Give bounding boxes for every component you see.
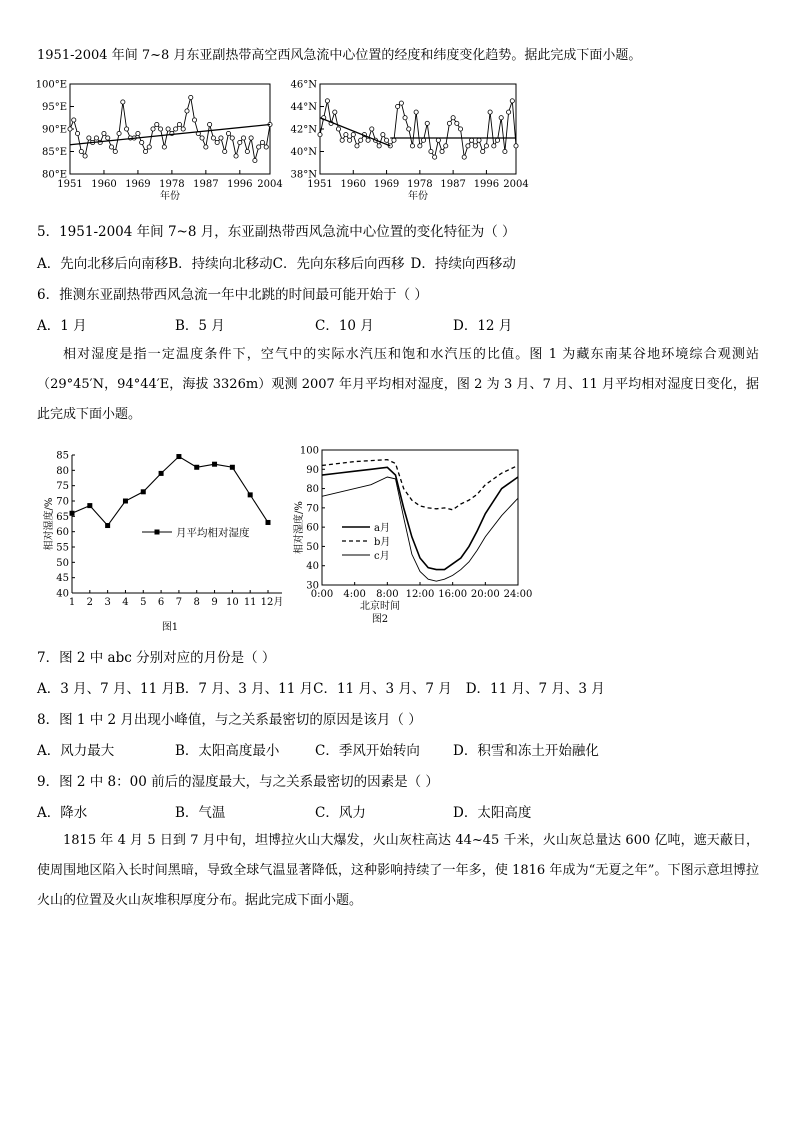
data-point [185, 109, 189, 113]
data-point [223, 149, 227, 153]
y-tick-label: 50 [56, 557, 69, 569]
y-tick-label: 100°E [35, 79, 67, 91]
x-tick-label: 5 [140, 597, 147, 608]
y-tick-label: 75 [56, 481, 69, 493]
data-point [151, 127, 155, 131]
data-point [351, 133, 355, 137]
y-tick-label: 100 [299, 445, 319, 457]
data-point [75, 131, 79, 135]
data-point [113, 149, 117, 153]
x-axis-label: 年份 [408, 191, 428, 202]
data-point [155, 122, 159, 126]
question-8-stem: 8．图 1 中 2 月出现小峰值，与之关系最密切的原因是该月（ ） [37, 712, 422, 728]
data-point [106, 136, 110, 140]
longitude-chart [36, 80, 283, 203]
data-point [68, 127, 72, 131]
x-tick-label: 8:00 [376, 589, 399, 600]
data-point [455, 121, 459, 125]
data-point [377, 144, 381, 148]
data-point [181, 127, 185, 131]
data-point [123, 499, 128, 504]
x-tick-label: 1969 [373, 179, 400, 190]
data-point [230, 136, 234, 140]
q7-option-d[interactable]: D．11 月、7 月、3 月 [465, 681, 605, 697]
y-tick-label: 80°E [41, 169, 67, 181]
y-axis-label: 相对湿度/% [294, 501, 305, 554]
q6-option-b[interactable]: B．5 月 [175, 318, 225, 334]
data-point [425, 121, 429, 125]
data-point [333, 110, 337, 114]
data-point [192, 118, 196, 122]
data-point [166, 127, 170, 131]
data-point [473, 144, 477, 148]
data-point [410, 144, 414, 148]
x-tick-label: 1987 [440, 179, 466, 190]
q5-option-c[interactable]: C．先向东移后向西移 [272, 256, 405, 272]
data-point [325, 99, 329, 103]
data-point [241, 136, 245, 140]
data-point [433, 155, 437, 159]
y-tick-label: 70 [306, 503, 319, 515]
data-point [234, 154, 238, 158]
y-tick-label: 45 [56, 573, 69, 585]
data-point [436, 138, 440, 142]
data-point [370, 127, 374, 131]
data-point [510, 99, 514, 103]
data-point [102, 131, 106, 135]
x-tick-label: 12月 [260, 597, 284, 608]
data-point [495, 138, 499, 142]
data-point [440, 149, 444, 153]
y-tick-label: 38°N [290, 169, 317, 181]
data-point [384, 138, 388, 142]
data-point [194, 465, 199, 470]
data-point [87, 503, 92, 508]
x-tick-label: 2004 [257, 179, 283, 190]
question-5-options [37, 255, 516, 273]
data-point [266, 520, 271, 525]
data-point [204, 145, 208, 149]
intro-text-1: 1951-2004 年间 7~8 月东亚副热带高空西风急流中心位置的经度和纬度变化趋势。据此完成下面小题。 [37, 48, 642, 63]
data-point [141, 489, 146, 494]
x-tick-label: 7 [175, 597, 183, 608]
data-point [260, 140, 264, 144]
q8-option-b[interactable]: B．太阳高度最小 [175, 743, 280, 759]
y-tick-label: 40 [306, 561, 319, 573]
y-tick-label: 50 [306, 541, 319, 553]
data-point [451, 116, 455, 120]
intro-text-3: 1815 年 4 月 5 日到 7 月中旬，坦博拉火山大爆发，火山灰柱高达 44~45 千米，火山灰总量达 600 亿吨，遮天蔽日，使周围地区陷入长时间黑暗，导致全球气温显著降低，这种影响持续了一年多，使 1816 年成为“无夏之年”。下图示意坦博拉火山的位置及火山灰堆积厚度分布。据此完成下面小题。 [37, 833, 759, 908]
data-point [136, 131, 140, 135]
x-tick-label: 8 [193, 597, 200, 608]
y-tick-label: 90 [306, 464, 319, 476]
legend-marker [155, 530, 160, 535]
data-point [249, 136, 253, 140]
data-point [318, 133, 322, 137]
humidity-charts [40, 440, 540, 640]
question-9-stem: 9．图 2 中 8：00 前后的湿度最大，与之关系最密切的因素是（ ） [37, 774, 439, 790]
data-point [70, 511, 75, 516]
data-point [340, 138, 344, 142]
data-point [253, 158, 257, 162]
y-tick-label: 80 [56, 465, 69, 477]
x-tick-label: 2004 [503, 179, 529, 190]
data-point [211, 136, 215, 140]
q5-option-d[interactable]: D．持续向西移动 [410, 256, 516, 272]
data-point [488, 110, 492, 114]
data-point [162, 145, 166, 149]
y-tick-label: 40 [56, 588, 69, 600]
x-tick-label: 1 [68, 597, 76, 608]
series-line [72, 457, 268, 526]
x-tick-label: 1960 [340, 179, 367, 190]
q9-option-c[interactable]: C．风力 [315, 805, 366, 821]
y-tick-label: 30 [306, 580, 319, 592]
data-point [429, 149, 433, 153]
data-point [189, 95, 193, 99]
data-point [140, 140, 144, 144]
chart-title: 图2 [371, 614, 389, 625]
question-7-stem: 7．图 2 中 abc 分别对应的月份是（ ） [37, 650, 276, 666]
data-point [336, 127, 340, 131]
x-tick-label: 3 [104, 597, 111, 608]
data-point [215, 140, 219, 144]
q5-option-a[interactable]: A．先向北移后向南移 [37, 256, 169, 272]
data-point [176, 454, 181, 459]
x-tick-label: 20:00 [470, 589, 500, 600]
data-point [245, 149, 249, 153]
x-tick-label: 16:00 [438, 589, 468, 600]
data-point [503, 149, 507, 153]
question-6-options [37, 317, 512, 335]
x-tick-label: 6 [157, 597, 165, 608]
q5-option-b[interactable]: B．持续向北移动 [168, 256, 273, 272]
q9-option-d[interactable]: D．太阳高度 [453, 805, 532, 821]
y-tick-label: 90°E [41, 124, 67, 136]
data-point [458, 127, 462, 131]
data-point [109, 145, 113, 149]
q6-option-c[interactable]: C．10 月 [315, 318, 374, 334]
intro-text-2: 相对湿度是指一定温度条件下，空气中的实际水汽压和饱和水汽压的比值。图 1 为藏东南某谷地环境综合观测站（29°45′N，94°44′E，海拔 3326m）观测 2007 年月平均相对湿度，图 2 为 3 月、7 月、11 月平均相对湿度日变化，据此完成下面小题。 [37, 347, 759, 422]
data-point [200, 136, 204, 140]
x-tick-label: 1969 [125, 179, 151, 190]
x-tick-label: 2 [86, 597, 94, 608]
x-tick-label: 1987 [193, 179, 219, 190]
daily-humidity-chart [292, 446, 532, 626]
q8-option-a[interactable]: A．风力最大 [37, 743, 115, 759]
legend-label: 月平均相对湿度 [176, 527, 250, 539]
data-point [94, 136, 98, 140]
jet-stream-charts [30, 70, 540, 210]
data-point [219, 136, 223, 140]
data-point [466, 144, 470, 148]
x-tick-label: 9 [211, 597, 218, 608]
data-point [143, 149, 147, 153]
data-point [366, 138, 370, 142]
x-tick-label: 0:00 [310, 589, 334, 600]
y-tick-label: 40°N [290, 147, 317, 158]
data-point [347, 138, 351, 142]
data-point [238, 140, 242, 144]
data-point [257, 145, 261, 149]
data-point [248, 492, 253, 497]
data-point [344, 133, 348, 137]
x-tick-label: 1996 [473, 179, 500, 190]
x-tick-label: 1951 [307, 179, 333, 190]
data-point [147, 145, 151, 149]
data-point [355, 144, 359, 148]
y-axis-label: 相对湿度/% [44, 497, 55, 551]
question-7-options [37, 680, 605, 698]
data-point [507, 110, 511, 114]
x-tick-label: 1978 [407, 179, 433, 190]
data-point [226, 131, 230, 135]
x-tick-label: 1960 [91, 179, 117, 190]
data-point [105, 523, 110, 528]
data-point [212, 462, 217, 467]
legend-label: a月 [374, 523, 390, 534]
data-point [359, 138, 363, 142]
q7-option-b[interactable]: B．7 月、3 月、11 月 [174, 681, 314, 697]
y-tick-label: 55 [56, 542, 69, 554]
question-8-options [37, 742, 599, 760]
data-point [117, 131, 121, 135]
data-point [159, 471, 164, 476]
q6-option-d[interactable]: D．12 月 [453, 318, 513, 334]
data-point [208, 122, 212, 126]
data-point [407, 127, 411, 131]
data-point [87, 136, 91, 140]
y-tick-label: 95°E [41, 102, 67, 113]
data-point [492, 144, 496, 148]
data-point [481, 149, 485, 153]
x-axis-label: 年份 [160, 191, 180, 202]
data-point [470, 138, 474, 142]
q9-option-b[interactable]: B．气温 [175, 805, 226, 821]
y-tick-label: 60 [56, 527, 69, 539]
data-point [72, 118, 76, 122]
latitude-chart [291, 80, 529, 203]
data-point [447, 121, 451, 125]
data-point [418, 144, 422, 148]
x-tick-label: 1996 [227, 179, 253, 190]
data-point [484, 144, 488, 148]
y-tick-label: 85°E [41, 147, 67, 158]
y-tick-label: 60 [306, 522, 319, 534]
q7-option-a[interactable]: A．3 月、7 月、11 月 [37, 681, 175, 697]
series-line-2 [322, 477, 518, 581]
data-point [174, 127, 178, 131]
data-point [392, 138, 396, 142]
legend-label: b月 [374, 537, 391, 548]
q8-option-d[interactable]: D．积雪和冻土开始融化 [453, 743, 599, 759]
y-tick-label: 65 [56, 511, 69, 523]
q7-option-c[interactable]: C．11 月、3 月、7 月 [313, 681, 452, 697]
y-tick-label: 44°N [290, 102, 317, 113]
x-axis-label: 北京时间 [360, 601, 400, 612]
data-point [121, 100, 125, 104]
x-tick-label: 10 [225, 597, 239, 608]
series-line-1 [322, 460, 518, 510]
x-tick-label: 4:00 [343, 589, 366, 600]
data-point [477, 138, 481, 142]
data-point [414, 110, 418, 114]
data-point [514, 144, 518, 148]
data-point [79, 149, 83, 153]
monthly-humidity-chart [42, 451, 283, 634]
x-tick-label: 12:00 [405, 589, 435, 600]
x-tick-label: 1978 [159, 179, 185, 190]
data-point [444, 144, 448, 148]
x-tick-label: 4 [122, 597, 129, 608]
data-point [125, 127, 129, 131]
data-point [421, 138, 425, 142]
data-point [399, 101, 403, 105]
y-tick-label: 85 [56, 450, 69, 462]
q9-option-a[interactable]: A．降水 [37, 805, 88, 821]
data-point [381, 133, 385, 137]
data-point [499, 116, 503, 120]
chart-title: 图1 [161, 622, 179, 633]
x-tick-label: 11 [243, 597, 257, 608]
question-6-stem: 6．推测东亚副热带西风急流一年中北跳的时间最可能开始于（ ） [37, 287, 428, 303]
question-9-options [37, 804, 531, 822]
data-point [462, 155, 466, 159]
y-tick-label: 80 [306, 484, 319, 496]
x-tick-label: 24:00 [503, 589, 533, 600]
y-tick-label: 46°N [290, 79, 317, 91]
y-tick-label: 70 [56, 496, 69, 508]
q6-option-a[interactable]: A．1 月 [37, 318, 87, 334]
data-point [83, 154, 87, 158]
plot-frame [322, 450, 518, 585]
question-5-stem: 5．1951-2004 年间 7~8 月，东亚副热带西风急流中心位置的变化特征为（ ） [37, 224, 516, 240]
q8-option-c[interactable]: C．季风开始转向 [315, 743, 420, 759]
data-point [403, 116, 407, 120]
data-point [158, 127, 162, 131]
x-tick-label: 1951 [57, 179, 83, 190]
data-point [230, 465, 235, 470]
data-point [177, 122, 181, 126]
data-point [396, 104, 400, 108]
y-tick-label: 42°N [290, 124, 317, 136]
legend-label: c月 [374, 551, 390, 562]
data-point [264, 145, 268, 149]
